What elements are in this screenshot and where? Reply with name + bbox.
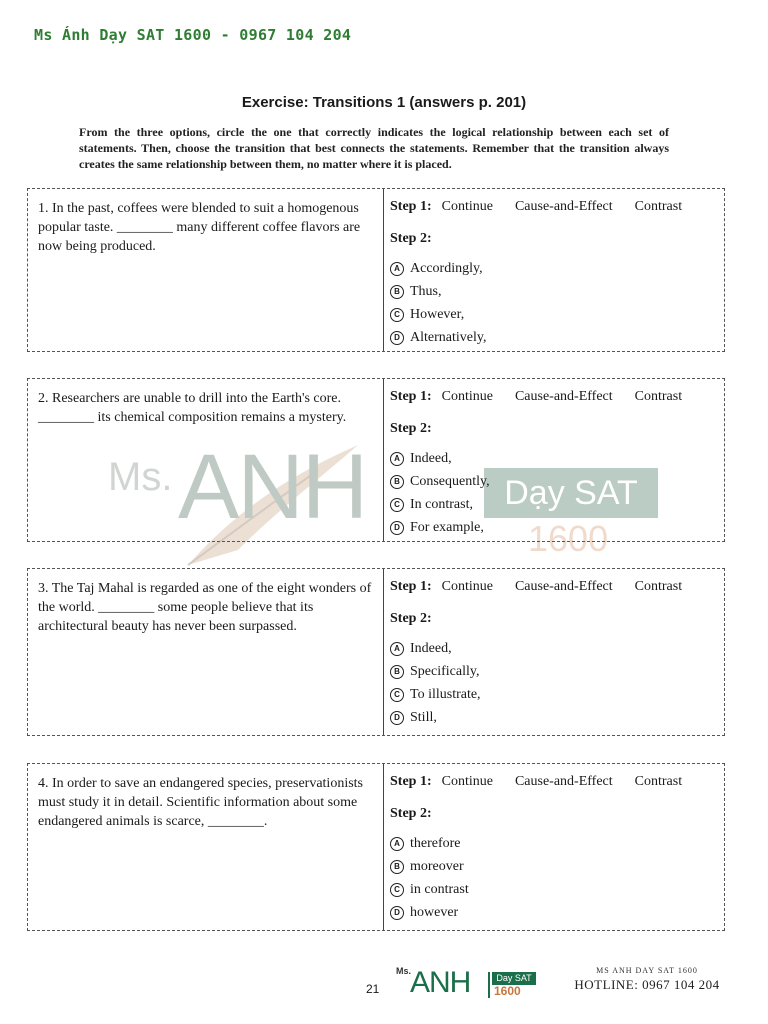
choice-letter-icon: C: [390, 688, 404, 702]
choice-letter-icon: A: [390, 837, 404, 851]
footer-logo-day: Day SAT: [492, 972, 536, 985]
footer-logo-anh: ANH: [410, 966, 471, 999]
step1-label: Step 1:: [390, 774, 432, 789]
relationship-option[interactable]: Continue: [441, 774, 493, 789]
relationship-option[interactable]: Cause-and-Effect: [514, 579, 613, 594]
step1-row: [390, 579, 718, 595]
choice-text: Indeed,: [410, 640, 452, 656]
choice-text: Still,: [410, 709, 437, 725]
choice-text: To illustrate,: [410, 686, 481, 702]
instructions-text: From the three options, circle the one that correctly indicates the logical relationship between each set of statements. Then, choose the transition that best connects the statements. Remember that the transition always creates the same relationship between them, no matter where it is placed.: [79, 125, 669, 171]
relationship-option[interactable]: Cause-and-Effect: [514, 774, 613, 789]
relationship-option[interactable]: Contrast: [634, 579, 683, 594]
choice-item[interactable]: [390, 470, 718, 493]
choice-text: Thus,: [410, 283, 442, 299]
choice-text: however: [410, 904, 459, 920]
choice-text: Consequently,: [410, 473, 490, 489]
choice-item[interactable]: [390, 706, 718, 729]
watermark-1600: 1600: [528, 518, 609, 559]
question-options: [384, 189, 724, 351]
page-title: Exercise: Transitions 1 (answers p. 201): [241, 94, 527, 111]
choice-item[interactable]: [390, 832, 718, 855]
step1-row: [390, 389, 718, 405]
choice-list: [390, 832, 718, 924]
choice-list: [390, 637, 718, 729]
choice-letter-icon: A: [390, 262, 404, 276]
choice-letter-icon: D: [390, 711, 404, 725]
choice-letter-icon: C: [390, 883, 404, 897]
choice-item[interactable]: [390, 683, 718, 706]
question-options: [384, 569, 724, 735]
question-box: [27, 763, 725, 931]
choice-item[interactable]: [390, 493, 718, 516]
step1-label: Step 1:: [390, 579, 432, 594]
step1-row: [390, 199, 718, 215]
choice-letter-icon: B: [390, 665, 404, 679]
choice-text: In contrast,: [410, 496, 473, 512]
choice-item[interactable]: [390, 326, 718, 349]
relationship-option[interactable]: Continue: [441, 389, 493, 404]
choice-letter-icon: C: [390, 308, 404, 322]
question-options: [384, 764, 724, 930]
page-number: 21: [366, 982, 380, 996]
choice-letter-icon: A: [390, 452, 404, 466]
relationship-option[interactable]: Cause-and-Effect: [514, 199, 613, 214]
choice-text: However,: [410, 306, 465, 322]
choice-letter-icon: C: [390, 498, 404, 512]
footer-logo-1600: 1600: [494, 984, 521, 998]
relationship-option[interactable]: Contrast: [634, 774, 683, 789]
question-options: [384, 379, 724, 541]
question-text: 2. Researchers are unable to drill into the Earth's core. ________ its chemical composition remains a mystery.: [28, 379, 384, 541]
choice-list: [390, 447, 718, 539]
choice-item[interactable]: [390, 878, 718, 901]
choice-letter-icon: D: [390, 906, 404, 920]
question-text: 4. In order to save an endangered species, preservationists must study it in detail. Scientific information about some endangered animals is scarce, ________.: [28, 764, 384, 930]
choice-text: For example,: [410, 519, 484, 535]
watermark-ms: Ms.: [108, 455, 173, 499]
choice-item[interactable]: [390, 257, 718, 280]
relationship-option[interactable]: Continue: [441, 579, 493, 594]
header-brand: Ms Ánh Dạy SAT 1600 - 0967 104 204: [34, 26, 352, 44]
footer-hotline: HOTLINE: 0967 104 204: [574, 977, 720, 992]
step2-label: Step 2:: [390, 421, 432, 436]
relationship-option[interactable]: Cause-and-Effect: [514, 389, 613, 404]
watermark-day: Dạy SAT: [484, 468, 658, 518]
footer-brand-small: MS ANH DAY SAT 1600: [596, 966, 698, 975]
choice-text: Indeed,: [410, 450, 452, 466]
choice-item[interactable]: [390, 637, 718, 660]
step2-label: Step 2:: [390, 231, 432, 246]
question-text: 3. The Taj Mahal is regarded as one of the eight wonders of the world. ________ some people believe that its architectural beauty has never been surpassed.: [28, 569, 384, 735]
choice-letter-icon: D: [390, 331, 404, 345]
choice-item[interactable]: [390, 660, 718, 683]
choice-letter-icon: D: [390, 521, 404, 535]
step1-row: [390, 774, 718, 790]
relationship-option[interactable]: Contrast: [634, 389, 683, 404]
choice-item[interactable]: [390, 447, 718, 470]
question-text: 1. In the past, coffees were blended to suit a homogenous popular taste. ________ many different coffee flavors are now being produced.: [28, 189, 384, 351]
step2-label: Step 2:: [390, 611, 432, 626]
relationship-option[interactable]: Contrast: [634, 199, 683, 214]
choice-item[interactable]: [390, 280, 718, 303]
question-box: [27, 378, 725, 542]
choice-item[interactable]: [390, 516, 718, 539]
relationship-option[interactable]: Continue: [441, 199, 493, 214]
step1-label: Step 1:: [390, 389, 432, 404]
choice-letter-icon: B: [390, 285, 404, 299]
footer-contact: [572, 966, 722, 993]
step1-label: Step 1:: [390, 199, 432, 214]
choice-text: Specifically,: [410, 663, 480, 679]
choice-text: therefore: [410, 835, 461, 851]
choice-item[interactable]: [390, 901, 718, 924]
choice-text: Alternatively,: [410, 329, 487, 345]
watermark-anh: ANH: [178, 436, 367, 538]
question-box: [27, 568, 725, 736]
choice-item[interactable]: [390, 855, 718, 878]
footer-logo-ms: Ms.: [396, 966, 412, 976]
choice-letter-icon: B: [390, 860, 404, 874]
step2-label: Step 2:: [390, 806, 432, 821]
footer-logo-divider: [488, 972, 490, 998]
choice-letter-icon: A: [390, 642, 404, 656]
choice-list: [390, 257, 718, 349]
choice-letter-icon: B: [390, 475, 404, 489]
choice-text: in contrast: [410, 881, 469, 897]
choice-text: moreover: [410, 858, 464, 874]
footer-logo: [396, 964, 541, 1004]
choice-text: Accordingly,: [410, 260, 483, 276]
choice-item[interactable]: [390, 303, 718, 326]
question-box: [27, 188, 725, 352]
